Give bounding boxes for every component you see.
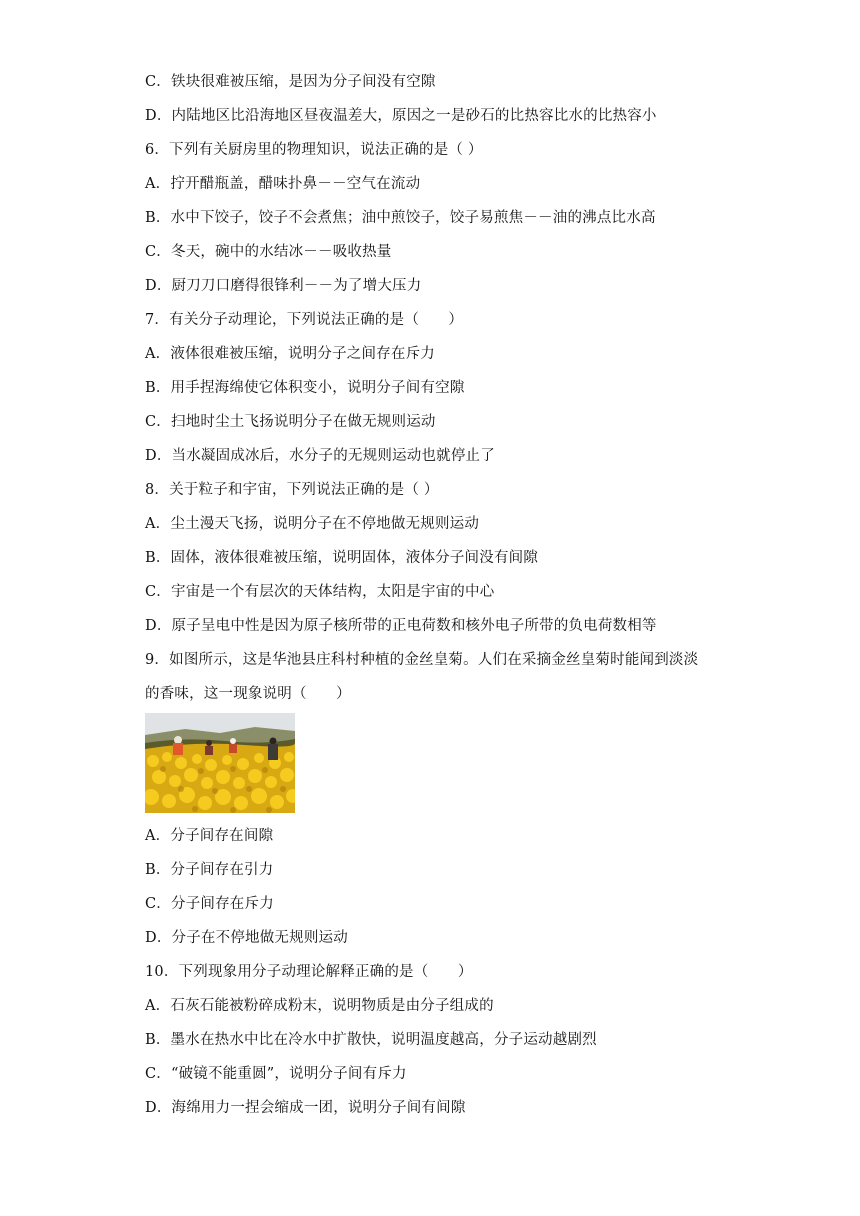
q6-stem: 6．下列有关厨房里的物理知识，说法正确的是（ ） bbox=[145, 142, 483, 158]
q9-option-c: C．分子间存在斥力 bbox=[145, 896, 274, 912]
chrysanthemum-field-photo bbox=[145, 713, 295, 813]
q7-stem: 7．有关分子动理论，下列说法正确的是（ ） bbox=[145, 312, 464, 328]
q5-option-c: C．铁块很难被压缩，是因为分子间没有空隙 bbox=[145, 74, 436, 90]
q7-option-a: A．液体很难被压缩，说明分子之间存在斥力 bbox=[145, 346, 435, 362]
q10-option-c: C．“破镜不能重圆”，说明分子间有斥力 bbox=[145, 1066, 407, 1082]
q7-option-c: C．扫地时尘土飞扬说明分子在做无规则运动 bbox=[145, 414, 436, 430]
q8-option-b: B．固体，液体很难被压缩，说明固体，液体分子间没有间隙 bbox=[145, 550, 539, 566]
q7-option-b: B．用手捏海绵使它体积变小，说明分子间有空隙 bbox=[145, 380, 465, 396]
q5-option-d: D．内陆地区比沿海地区昼夜温差大，原因之一是砂石的比热容比水的比热容小 bbox=[145, 108, 657, 124]
q10-option-a: A．石灰石能被粉碎成粉末，说明物质是由分子组成的 bbox=[145, 998, 494, 1014]
q7-option-d: D．当水凝固成冰后，水分子的无规则运动也就停止了 bbox=[145, 448, 495, 464]
q6-option-a: A．拧开醋瓶盖，醋味扑鼻－－空气在流动 bbox=[145, 176, 421, 192]
q10-option-b: B．墨水在热水中比在冷水中扩散快，说明温度越高，分子运动越剧烈 bbox=[145, 1032, 597, 1048]
q8-option-c: C．宇宙是一个有层次的天体结构，太阳是宇宙的中心 bbox=[145, 584, 495, 600]
q6-option-d: D．厨刀刀口磨得很锋利－－为了增大压力 bbox=[145, 278, 422, 294]
q8-option-a: A．尘土漫天飞扬，说明分子在不停地做无规则运动 bbox=[145, 516, 480, 532]
q10-option-d: D．海绵用力一捏会缩成一团，说明分子间有间隙 bbox=[145, 1100, 466, 1116]
q8-option-d: D．原子呈电中性是因为原子核所带的正电荷数和核外电子所带的负电荷数相等 bbox=[145, 618, 657, 634]
q10-stem: 10．下列现象用分子动理论解释正确的是（ ） bbox=[145, 964, 473, 980]
q9-stem-continued: 的香味，这一现象说明（ ） bbox=[145, 686, 351, 702]
q9-option-b: B．分子间存在引力 bbox=[145, 862, 274, 878]
q6-option-c: C．冬天，碗中的水结冰－－吸收热量 bbox=[145, 244, 392, 260]
q9-option-a: A．分子间存在间隙 bbox=[145, 828, 274, 844]
q6-option-b: B．水中下饺子，饺子不会煮焦；油中煎饺子，饺子易煎焦－－油的沸点比水高 bbox=[145, 210, 656, 226]
q9-option-d: D．分子在不停地做无规则运动 bbox=[145, 930, 348, 946]
q8-stem: 8．关于粒子和宇宙，下列说法正确的是（ ） bbox=[145, 482, 439, 498]
q9-stem: 9．如图所示，这是华池县庄科村种植的金丝皇菊。人们在采摘金丝皇菊时能闻到淡淡 bbox=[145, 652, 699, 668]
